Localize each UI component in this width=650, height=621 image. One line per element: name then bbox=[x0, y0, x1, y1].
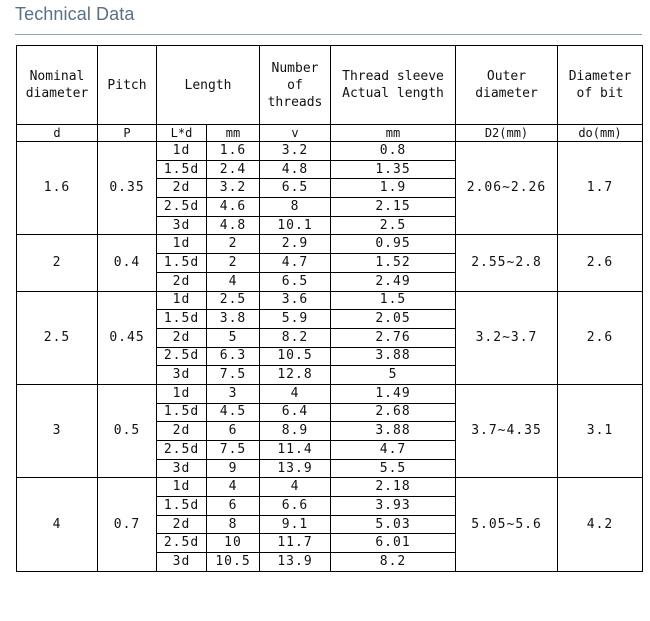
cell-length-ld: 2.5d bbox=[157, 534, 207, 553]
cell-nominal-diameter: 2.5 bbox=[17, 291, 98, 384]
cell-actual-length: 5 bbox=[331, 366, 456, 385]
cell-threads: 11.7 bbox=[260, 534, 331, 553]
unit-length-mm: mm bbox=[207, 125, 260, 142]
cell-length-ld: 3d bbox=[157, 459, 207, 478]
cell-actual-length: 6.01 bbox=[331, 534, 456, 553]
cell-length-ld: 1d bbox=[157, 235, 207, 254]
cell-length-ld: 1d bbox=[157, 142, 207, 161]
header-nominal-diameter: Nominal diameter bbox=[17, 46, 98, 125]
cell-length-mm: 6 bbox=[207, 422, 260, 441]
cell-actual-length: 1.49 bbox=[331, 384, 456, 403]
cell-length-mm: 3.2 bbox=[207, 179, 260, 198]
cell-pitch: 0.45 bbox=[98, 291, 157, 384]
cell-length-mm: 4.5 bbox=[207, 403, 260, 422]
header-pitch: Pitch bbox=[98, 46, 157, 125]
cell-threads: 6.4 bbox=[260, 403, 331, 422]
cell-threads: 2.9 bbox=[260, 235, 331, 254]
cell-length-ld: 1.5d bbox=[157, 403, 207, 422]
cell-threads: 11.4 bbox=[260, 441, 331, 460]
cell-threads: 6.5 bbox=[260, 179, 331, 198]
unit-length-ld: L*d bbox=[157, 125, 207, 142]
section-title: Technical Data bbox=[15, 4, 135, 24]
cell-actual-length: 2.15 bbox=[331, 198, 456, 217]
cell-length-ld: 1d bbox=[157, 384, 207, 403]
table-row bbox=[17, 384, 643, 403]
cell-actual-length: 1.35 bbox=[331, 160, 456, 179]
cell-threads: 5.9 bbox=[260, 310, 331, 329]
unit-pitch: P bbox=[98, 125, 157, 142]
cell-length-mm: 9 bbox=[207, 459, 260, 478]
cell-nominal-diameter: 1.6 bbox=[17, 142, 98, 235]
cell-length-mm: 1.6 bbox=[207, 142, 260, 161]
table-row bbox=[17, 478, 643, 497]
title-divider bbox=[15, 34, 642, 35]
cell-outer-diameter: 5.05~5.6 bbox=[456, 478, 558, 571]
cell-threads: 4 bbox=[260, 384, 331, 403]
cell-threads: 4 bbox=[260, 478, 331, 497]
cell-threads: 9.1 bbox=[260, 515, 331, 534]
cell-actual-length: 3.88 bbox=[331, 422, 456, 441]
cell-length-mm: 2.4 bbox=[207, 160, 260, 179]
cell-length-ld: 2d bbox=[157, 422, 207, 441]
cell-actual-length: 1.52 bbox=[331, 254, 456, 273]
cell-length-mm: 2.5 bbox=[207, 291, 260, 310]
cell-bit-diameter: 2.6 bbox=[558, 235, 643, 291]
cell-threads: 3.6 bbox=[260, 291, 331, 310]
cell-threads: 6.5 bbox=[260, 272, 331, 291]
cell-length-mm: 5 bbox=[207, 328, 260, 347]
cell-nominal-diameter: 4 bbox=[17, 478, 98, 571]
cell-length-mm: 4.8 bbox=[207, 216, 260, 235]
unit-bit-diameter: do(mm) bbox=[558, 125, 643, 142]
cell-pitch: 0.5 bbox=[98, 384, 157, 477]
cell-length-ld: 1.5d bbox=[157, 310, 207, 329]
cell-actual-length: 4.7 bbox=[331, 441, 456, 460]
table-body bbox=[17, 142, 643, 572]
cell-length-ld: 2.5d bbox=[157, 198, 207, 217]
cell-actual-length: 2.18 bbox=[331, 478, 456, 497]
cell-nominal-diameter: 2 bbox=[17, 235, 98, 291]
cell-length-ld: 1d bbox=[157, 291, 207, 310]
cell-length-mm: 10 bbox=[207, 534, 260, 553]
cell-threads: 12.8 bbox=[260, 366, 331, 385]
cell-outer-diameter: 3.2~3.7 bbox=[456, 291, 558, 384]
cell-length-mm: 10.5 bbox=[207, 553, 260, 572]
cell-length-mm: 8 bbox=[207, 515, 260, 534]
unit-outer-diameter: D2(mm) bbox=[456, 125, 558, 142]
cell-threads: 4.8 bbox=[260, 160, 331, 179]
cell-actual-length: 2.5 bbox=[331, 216, 456, 235]
cell-actual-length: 2.05 bbox=[331, 310, 456, 329]
cell-actual-length: 5.03 bbox=[331, 515, 456, 534]
unit-nominal: d bbox=[17, 125, 98, 142]
cell-actual-length: 0.8 bbox=[331, 142, 456, 161]
cell-actual-length: 1.9 bbox=[331, 179, 456, 198]
cell-length-mm: 2 bbox=[207, 235, 260, 254]
cell-bit-diameter: 4.2 bbox=[558, 478, 643, 571]
cell-threads: 8.2 bbox=[260, 328, 331, 347]
cell-threads: 3.2 bbox=[260, 142, 331, 161]
cell-threads: 4.7 bbox=[260, 254, 331, 273]
cell-bit-diameter: 3.1 bbox=[558, 384, 643, 477]
cell-length-ld: 2d bbox=[157, 515, 207, 534]
cell-length-ld: 2d bbox=[157, 272, 207, 291]
cell-threads: 8 bbox=[260, 198, 331, 217]
cell-outer-diameter: 3.7~4.35 bbox=[456, 384, 558, 477]
cell-pitch: 0.7 bbox=[98, 478, 157, 571]
cell-length-mm: 4 bbox=[207, 272, 260, 291]
cell-actual-length: 1.5 bbox=[331, 291, 456, 310]
cell-actual-length: 3.88 bbox=[331, 347, 456, 366]
cell-actual-length: 0.95 bbox=[331, 235, 456, 254]
cell-actual-length: 2.76 bbox=[331, 328, 456, 347]
cell-length-ld: 1.5d bbox=[157, 254, 207, 273]
header-number-of-threads: Number of threads bbox=[260, 46, 331, 125]
header-length: Length bbox=[157, 46, 260, 125]
cell-actual-length: 2.49 bbox=[331, 272, 456, 291]
cell-length-ld: 3d bbox=[157, 553, 207, 572]
technical-data-table bbox=[16, 45, 643, 572]
header-thread-sleeve-actual-length: Thread sleeve Actual length bbox=[331, 46, 456, 125]
cell-pitch: 0.35 bbox=[98, 142, 157, 235]
cell-outer-diameter: 2.06~2.26 bbox=[456, 142, 558, 235]
cell-length-mm: 7.5 bbox=[207, 366, 260, 385]
cell-length-mm: 6.3 bbox=[207, 347, 260, 366]
cell-length-ld: 2d bbox=[157, 328, 207, 347]
cell-length-mm: 3 bbox=[207, 384, 260, 403]
table-row bbox=[17, 291, 643, 310]
cell-length-ld: 2.5d bbox=[157, 441, 207, 460]
cell-threads: 13.9 bbox=[260, 459, 331, 478]
cell-length-mm: 7.5 bbox=[207, 441, 260, 460]
cell-length-ld: 2.5d bbox=[157, 347, 207, 366]
unit-actual-length: mm bbox=[331, 125, 456, 142]
cell-threads: 8.9 bbox=[260, 422, 331, 441]
cell-bit-diameter: 2.6 bbox=[558, 291, 643, 384]
cell-length-ld: 1.5d bbox=[157, 497, 207, 516]
cell-threads: 10.5 bbox=[260, 347, 331, 366]
cell-bit-diameter: 1.7 bbox=[558, 142, 643, 235]
header-diameter-of-bit: Diameter of bit bbox=[558, 46, 643, 125]
cell-length-ld: 3d bbox=[157, 366, 207, 385]
cell-length-ld: 1d bbox=[157, 478, 207, 497]
cell-actual-length: 2.68 bbox=[331, 403, 456, 422]
cell-threads: 6.6 bbox=[260, 497, 331, 516]
cell-length-mm: 4.6 bbox=[207, 198, 260, 217]
cell-length-mm: 4 bbox=[207, 478, 260, 497]
table-row bbox=[17, 142, 643, 161]
header-outer-diameter: Outer diameter bbox=[456, 46, 558, 125]
cell-threads: 13.9 bbox=[260, 553, 331, 572]
cell-length-ld: 1.5d bbox=[157, 160, 207, 179]
cell-actual-length: 3.93 bbox=[331, 497, 456, 516]
table-row bbox=[17, 235, 643, 254]
cell-length-ld: 3d bbox=[157, 216, 207, 235]
cell-length-mm: 2 bbox=[207, 254, 260, 273]
cell-actual-length: 5.5 bbox=[331, 459, 456, 478]
cell-nominal-diameter: 3 bbox=[17, 384, 98, 477]
cell-length-ld: 2d bbox=[157, 179, 207, 198]
cell-outer-diameter: 2.55~2.8 bbox=[456, 235, 558, 291]
cell-length-mm: 6 bbox=[207, 497, 260, 516]
cell-length-mm: 3.8 bbox=[207, 310, 260, 329]
unit-threads: v bbox=[260, 125, 331, 142]
cell-threads: 10.1 bbox=[260, 216, 331, 235]
cell-pitch: 0.4 bbox=[98, 235, 157, 291]
cell-actual-length: 8.2 bbox=[331, 553, 456, 572]
